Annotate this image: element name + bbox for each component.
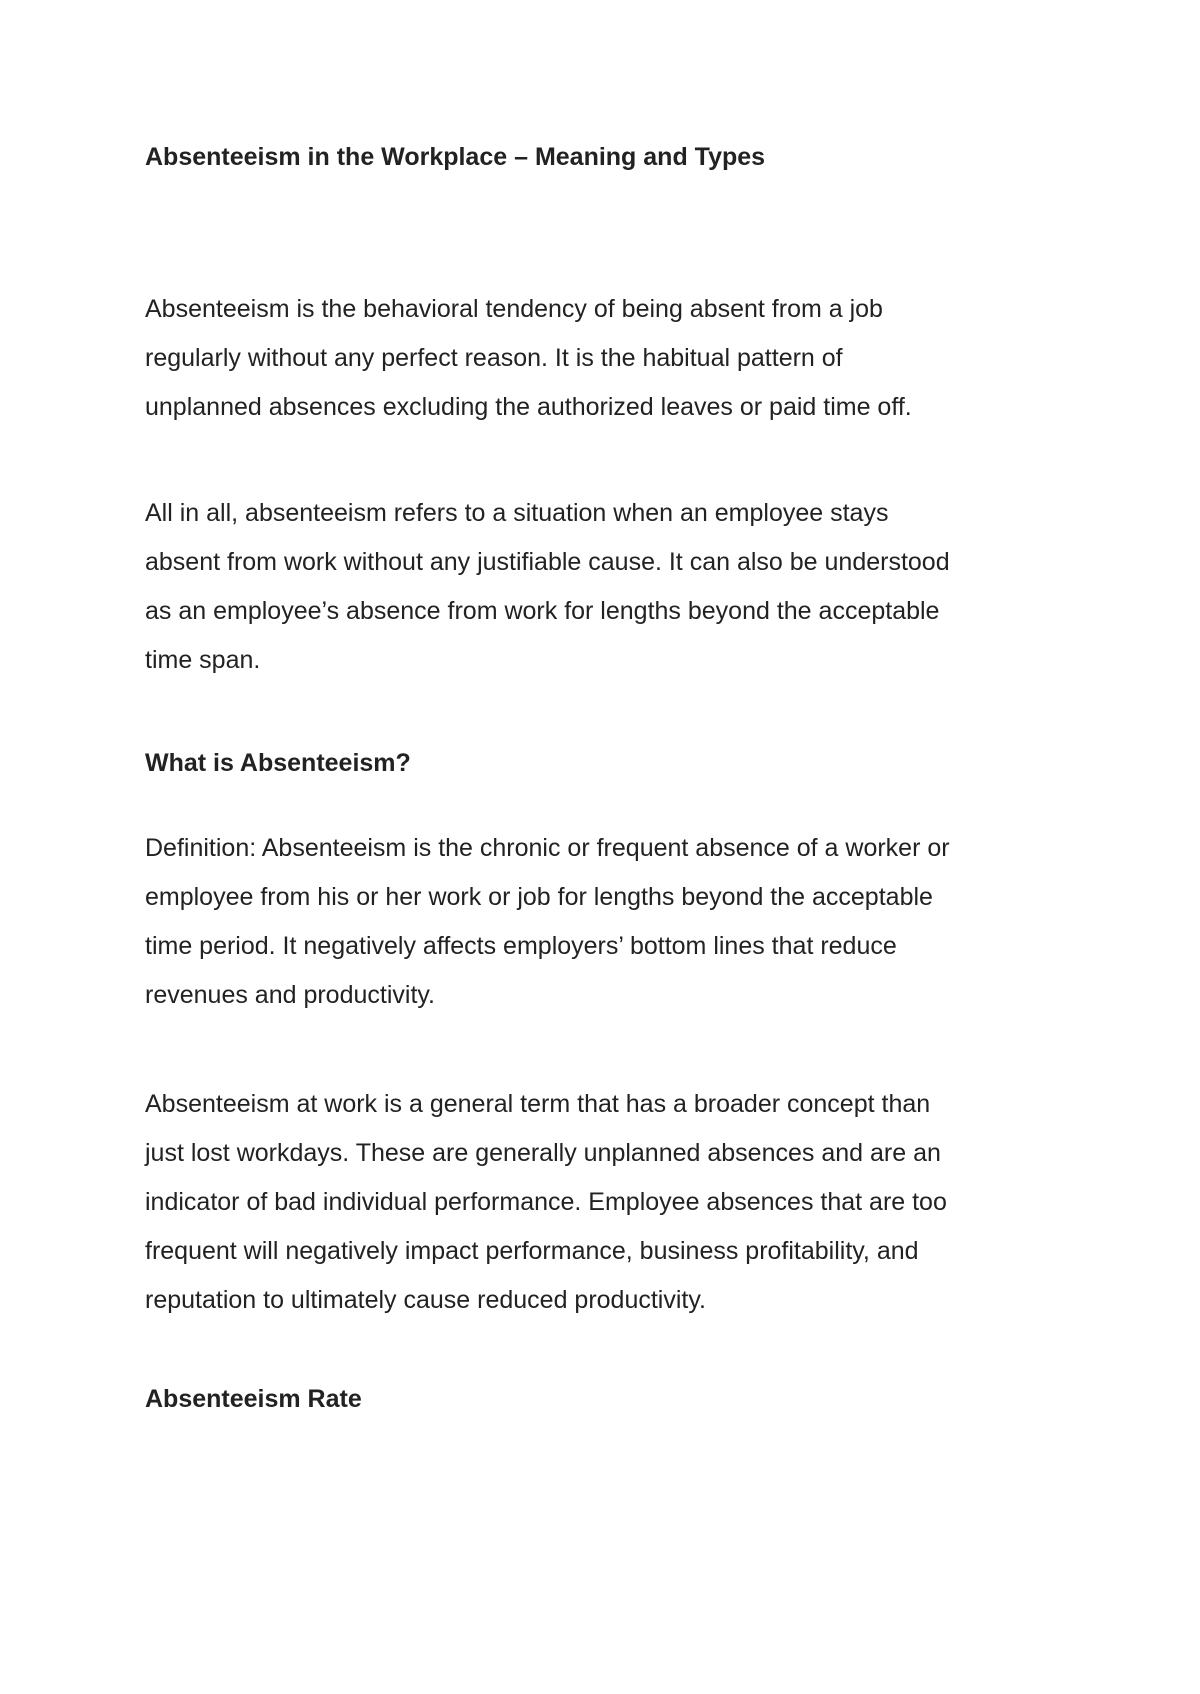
document-content xyxy=(145,140,1080,1416)
heading-absenteeism-rate: Absenteeism Rate xyxy=(145,1385,362,1413)
heading-what-is-absenteeism: What is Absenteeism? xyxy=(145,749,411,777)
paragraph-absenteeism-intro xyxy=(145,285,1080,432)
text-line: employee from his or her work or job for lengths beyond the acceptable xyxy=(145,883,933,911)
text-line: time span. xyxy=(145,646,261,674)
text-line: indicator of bad individual performance. Employee absences that are too xyxy=(145,1188,947,1216)
text-line: as an employee’s absence from work for lengths beyond the acceptable xyxy=(145,597,940,625)
text-line: reputation to ultimately cause reduced productivity. xyxy=(145,1286,706,1314)
text-line: revenues and productivity. xyxy=(145,981,435,1009)
document-title: Absenteeism in the Workplace – Meaning and Types xyxy=(145,143,766,171)
text-line: Absenteeism is the behavioral tendency of being absent from a job xyxy=(145,295,883,323)
text-line: absent from work without any justifiable cause. It can also be understood xyxy=(145,548,950,576)
paragraph-absenteeism-at-work xyxy=(145,1080,1080,1325)
text-line: frequent will negatively impact performance, business profitability, and xyxy=(145,1237,919,1265)
text-line: regularly without any perfect reason. It is the habitual pattern of xyxy=(145,344,843,372)
paragraph-definition xyxy=(145,824,1080,1020)
text-line: time period. It negatively affects employers’ bottom lines that reduce xyxy=(145,932,897,960)
text-line: Definition: Absenteeism is the chronic or frequent absence of a worker or xyxy=(145,834,950,862)
text-line: unplanned absences excluding the authorized leaves or paid time off. xyxy=(145,393,912,421)
paragraph-all-in-all xyxy=(145,489,1080,685)
text-line: All in all, absenteeism refers to a situation when an employee stays xyxy=(145,499,889,527)
text-line: Absenteeism at work is a general term that has a broader concept than xyxy=(145,1090,931,1118)
text-line: just lost workdays. These are generally unplanned absences and are an xyxy=(145,1139,941,1167)
